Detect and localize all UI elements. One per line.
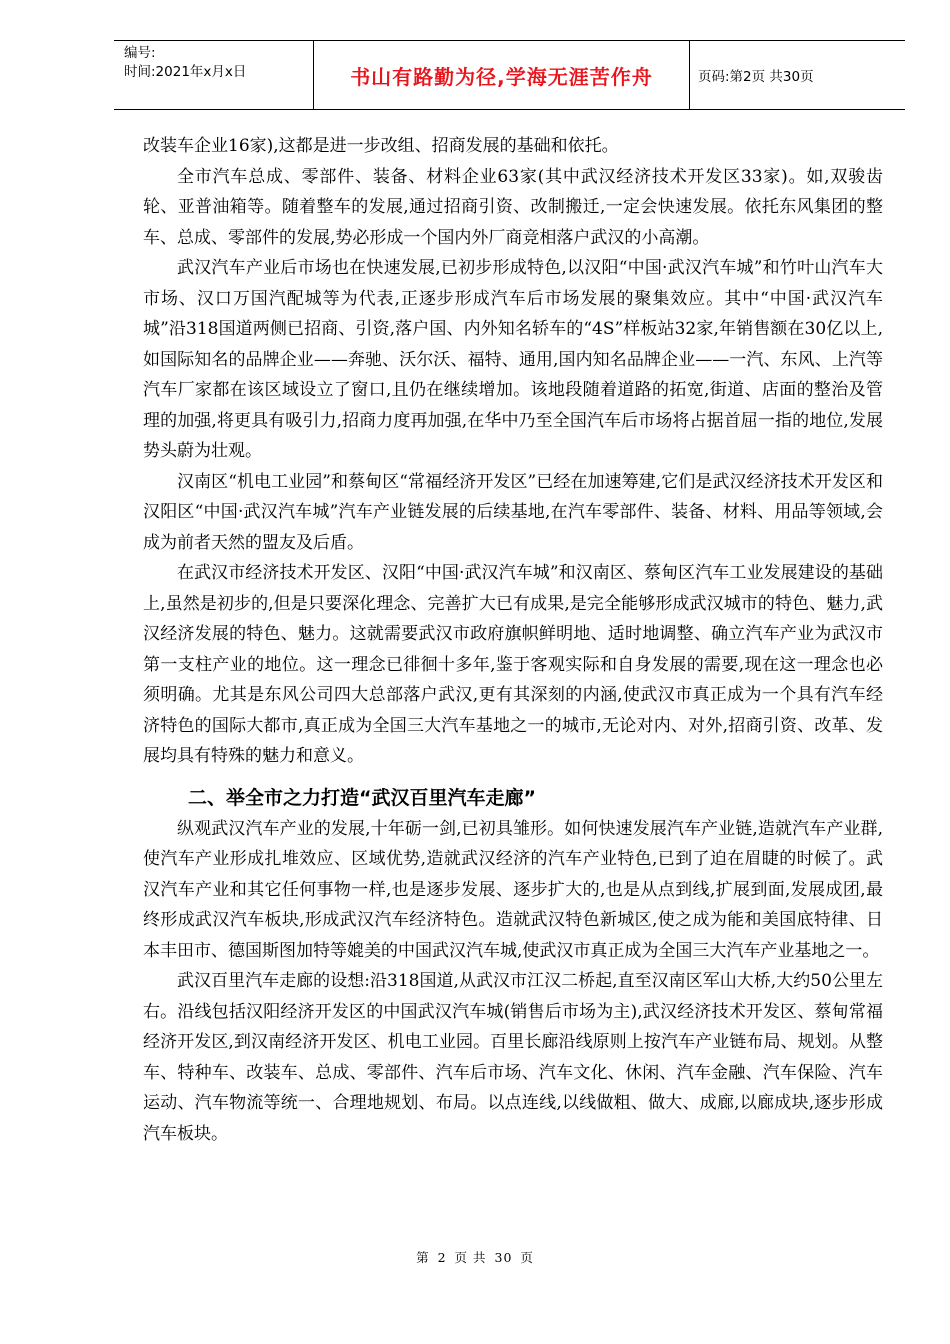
body-paragraph: 汉南区“机电工业园”和蔡甸区“常福经济开发区”已经在加速筹建,它们是武汉经济技术开发区和汉阳区“中国·武汉汽车城”汽车产业链发展的后续基地,在汽车零部件、装备、材料、用品等领域,会成为前者天然的盟友及后盾。 <box>143 471 883 553</box>
section-heading: 二、举全市之力打造“武汉百里汽车走廊” <box>188 786 536 809</box>
header-motto-cell <box>314 41 690 109</box>
footer-suffix: 页 <box>520 1250 534 1265</box>
header-page-number: 页码:第2页 共30页 <box>698 69 814 85</box>
footer-page-number: 2 <box>437 1250 447 1265</box>
document-body <box>143 131 883 1149</box>
serial-number-label: 编号: <box>124 45 156 61</box>
header-meta <box>114 41 314 109</box>
body-paragraph: 在武汉市经济技术开发区、汉阳“中国·武汉汽车城”和汉南区、蔡甸区汽车工业发展建设的基础上,虽然是初步的,但是只要深化理念、完善扩大已有成果,是完全能够形成武汉城市的特色、魅力,武汉经济发展的特色、魅力。这就需要武汉市政府旗帜鲜明地、适时地调整、确立汽车产业为武汉市第一支柱产业的地位。这一理念已徘徊十多年,鉴于客观实际和自身发展的需要,现在这一理念也必须明确。尤其是东风公司四大总部落户武汉,更有其深刻的内涵,使武汉市真正成为一个具有汽车经济特色的国际大都市,真正成为全国三大汽车基地之一的城市,无论对内、对外,招商引资、改革、发展均具有特殊的魅力和意义。 <box>143 563 883 766</box>
body-paragraph: 武汉汽车产业后市场也在快速发展,已初步形成特色,以汉阳“中国·武汉汽车城”和竹叶山汽车大市场、汉口万国汽配城等为代表,正逐步形成汽车后市场发展的聚集效应。其中“中国·武汉汽车城”沿318国道两侧已招商、引资,落户国、内外知名轿车的“4S”样板站32家,年销售额在30亿以上,如国际知名的品牌企业——奔驰、沃尔沃、福特、通用,国内知名品牌企业——一汽、东风、上汽等汽车厂家都在该区域设立了窗口,且仍在继续增加。该地段随着道路的拓宽,街道、店面的整治及管理的加强,将更具有吸引力,招商力度再加强,在华中乃至全国汽车后市场将占据首屈一指的地位,发展势头蔚为壮观。 <box>143 258 883 461</box>
body-paragraph: 武汉百里汽车走廊的设想:沿318国道,从武汉市江汉二桥起,直至汉南区军山大桥,大约50公里左右。沿线包括汉阳经济开发区的中国武汉汽车城(销售后市场为主),武汉经济技术开发区、蔡甸常福经济开发区,到汉南经济开发区、机电工业园。百里长廊沿线原则上按汽车产业链布局、规划。从整车、特种车、改装车、总成、零部件、汽车后市场、汽车文化、休闲、汽车金融、汽车保险、汽车运动、汽车物流等统一、合理地规划、布局。以点连线,以线做粗、做大、成廊,以廊成块,逐步形成汽车板块。 <box>143 971 883 1144</box>
body-paragraph: 纵观武汉汽车产业的发展,十年砺一剑,已初具雏形。如何快速发展汽车产业链,造就汽车产业群,使汽车产业形成扎堆效应、区域优势,造就武汉经济的汽车产业特色,已到了迫在眉睫的时候了。武汉汽车产业和其它任何事物一样,也是逐步发展、逐步扩大的,也是从点到线,扩展到面,发展成团,最终形成武汉汽车板块,形成武汉汽车经济特色。造就武汉特色新城区,使之成为能和美国底特律、日本丰田市、德国斯图加特等媲美的中国武汉汽车城,使武汉市真正成为全国三大汽车产业基地之一。 <box>143 818 883 961</box>
footer-middle: 页 共 <box>454 1250 487 1265</box>
header-page-cell <box>690 41 905 109</box>
body-paragraph: 全市汽车总成、零部件、装备、材料企业63家(其中武汉经济技术开发区33家)。如,双骏齿轮、亚普油箱等。随着整车的发展,通过招商引资、改制搬迁,一定会快速发展。依托东风集团的整车、总成、零部件的发展,势必形成一个国内外厂商竞相落户武汉的小高潮。 <box>143 166 883 248</box>
header-motto: 书山有路勤为径,学海无涯苦作舟 <box>350 64 653 89</box>
body-paragraph: 改装车企业16家),这都是进一步改组、招商发展的基础和依托。 <box>143 136 619 156</box>
page-footer <box>0 1248 950 1266</box>
date-label: 时间:2021年x月x日 <box>124 64 247 80</box>
footer-prefix: 第 <box>416 1250 430 1265</box>
footer-total-pages: 30 <box>494 1250 513 1265</box>
page-header <box>114 40 905 110</box>
